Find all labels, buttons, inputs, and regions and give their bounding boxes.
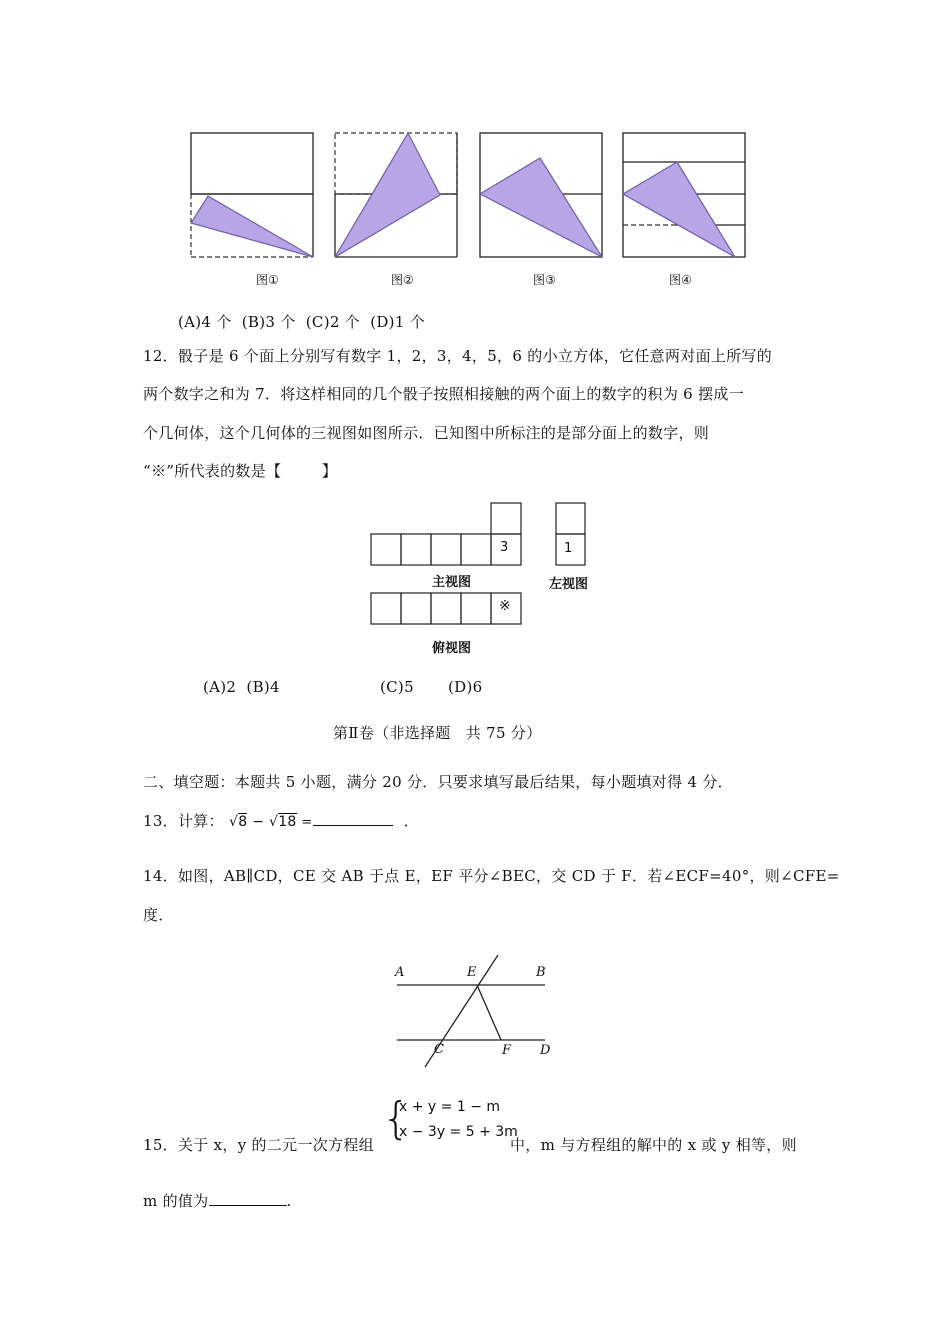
label-a: A (395, 965, 405, 980)
q15-line2 (143, 1191, 292, 1211)
q15-line2-end: . (286, 1192, 292, 1210)
sqrt-icon: √ (228, 814, 239, 830)
label-d: D (540, 1043, 551, 1058)
figure-2-label: 图② (391, 273, 414, 287)
label-f: F (502, 1043, 512, 1058)
q13-prefix: 13．计算： (143, 812, 224, 830)
q12-options-ab: (A)2 (B)4 (203, 678, 280, 696)
label-c: C (434, 1042, 444, 1057)
figure-1-label: 图① (256, 273, 279, 287)
label-b: B (536, 965, 546, 980)
q15-eq1: x + y = 1 − m (399, 1099, 501, 1115)
q15-eq2: x − 3y = 5 + 3m (399, 1124, 518, 1140)
figure-3 (480, 133, 602, 257)
top-view-symbol: ※ (499, 598, 511, 614)
q13-equals: = (301, 815, 313, 830)
front-view-label: 主视图 (432, 575, 472, 590)
q13-minus: − (252, 814, 265, 830)
figure-4-label: 图④ (669, 273, 692, 287)
q12-option-d: (D)6 (448, 678, 483, 696)
q11-options: (A)4 个 (B)3 个 (C)2 个 (D)1 个 (178, 313, 426, 331)
fold-triangle (335, 133, 440, 257)
fold-triangle (623, 162, 735, 257)
figure-3-label: 图③ (533, 273, 556, 287)
q15-line2-prefix: m 的值为 (143, 1192, 209, 1210)
q13-expression (229, 813, 301, 830)
q12-line2: 两个数字之和为 7．将这样相同的几个骰子按照相接触的两个面上的数字的积为 6 摆成一 (143, 385, 744, 403)
left-view-number: 1 (564, 541, 573, 556)
q14-line1: 14．如图，AB∥CD，CE 交 AB 于点 E，EF 平分∠BEC，交 CD 于 F．若∠ECF=40°，则∠CFE= (143, 867, 840, 885)
q12-line1: 12．骰子是 6 个面上分别写有数字 1，2，3，4，5，6 的小立方体，它任意两对面上所写的 (143, 347, 773, 365)
label-e: E (467, 965, 477, 980)
top-view-label: 俯视图 (432, 641, 472, 656)
section-2-intro: 二、填空题：本题共 5 小题，满分 20 分．只要求填写最后结果，每小题填对得 4 分． (143, 773, 733, 791)
figure-1 (191, 133, 313, 257)
q13-answer-blank[interactable] (313, 811, 393, 826)
left-view-label: 左视图 (549, 577, 589, 592)
q15-suffix: 中，m 与方程组的解中的 x 或 y 相等，则 (510, 1136, 797, 1154)
fold-triangle (480, 158, 602, 257)
line-ef (477, 985, 501, 1040)
q13-radicand-2: 18 (278, 814, 297, 830)
q13-end: ． (403, 812, 419, 830)
q12-line3: 个几何体，这个几何体的三视图如图所示．已知图中所标注的是部分面上的数字，则 (143, 424, 710, 442)
sqrt-icon: √ (268, 814, 279, 830)
q12-three-views (365, 500, 595, 630)
q13-radicand-1: 8 (238, 814, 248, 830)
q11-figures (180, 125, 760, 265)
brace-icon: { (382, 1093, 410, 1144)
front-view (371, 503, 521, 565)
q14-line2: 度． (143, 906, 174, 924)
fold-triangle (191, 196, 313, 257)
section-2-title: 第Ⅱ卷（非选择题 共 75 分） (333, 724, 542, 742)
q12-option-c: (C)5 (380, 678, 414, 696)
q12-line4: “※”所代表的数是【 】 (143, 462, 338, 480)
figure-2 (335, 133, 457, 257)
figure-4 (623, 133, 745, 257)
q15-prefix: 15．关于 x，y 的二元一次方程组 (143, 1136, 374, 1154)
front-view-number: 3 (500, 540, 509, 555)
q15-answer-blank[interactable] (209, 1191, 287, 1206)
q13-line (143, 811, 419, 833)
